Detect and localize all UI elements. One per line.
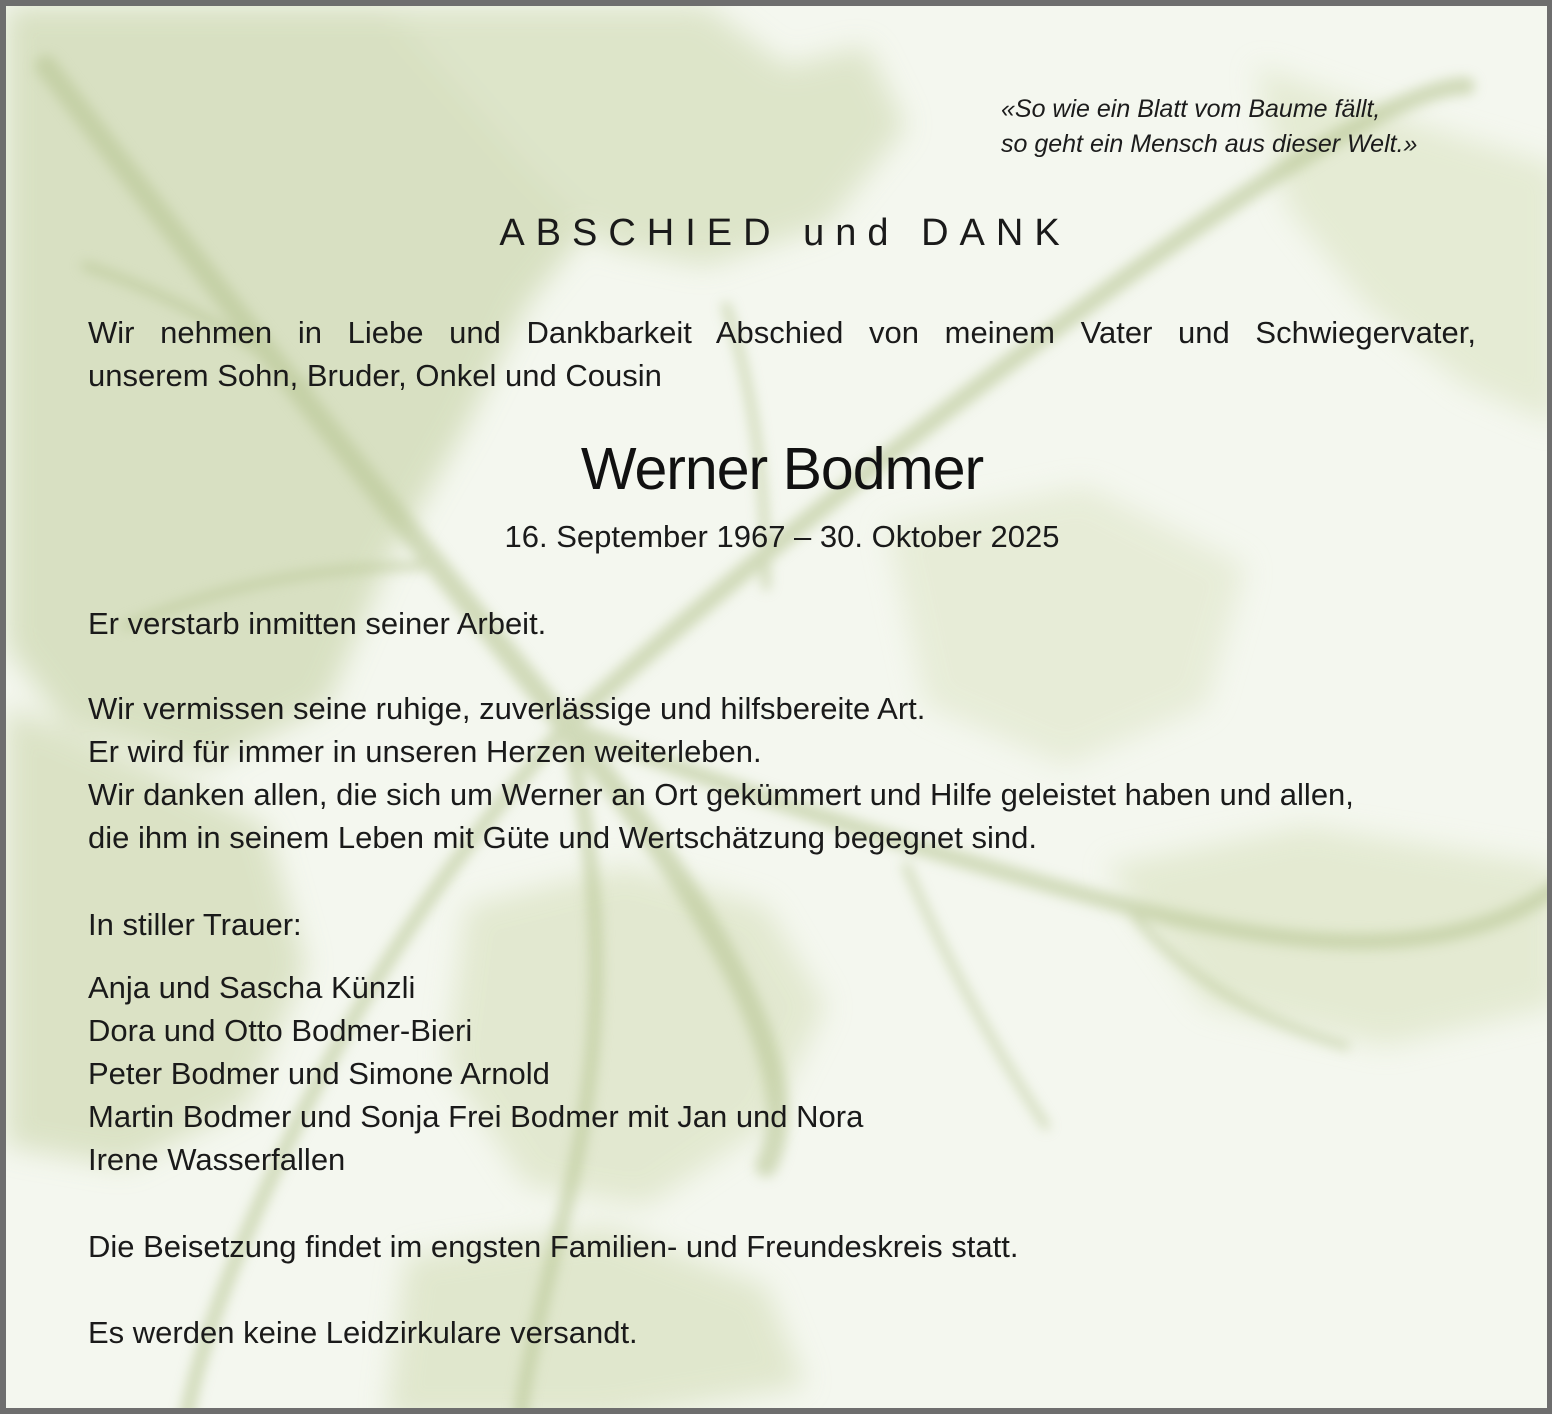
deceased-name: Werner Bodmer: [580, 436, 984, 502]
work-statement: Er verstarb inmitten seiner Arbeit.: [88, 606, 547, 641]
quote-line-1: «So wie ein Blatt vom Baume fällt,: [1001, 95, 1381, 123]
mourner-entry: Dora und Otto Bodmer-Bieri: [88, 1013, 473, 1048]
mourner-entry: Irene Wasserfallen: [88, 1142, 346, 1177]
remembrance-line: die ihm in seinem Leben mit Güte und Wertschätzung begegnet sind.: [88, 820, 1037, 855]
mourners-list: [88, 966, 1488, 1181]
epigraph-quote: [1001, 92, 1521, 162]
quote-line-2: so geht ein Mensch aus dieser Welt.»: [1001, 130, 1418, 158]
life-dates: 16. September 1967 – 30. Oktober 2025: [504, 519, 1060, 554]
intro-paragraph: [88, 311, 1476, 397]
remembrance-line: Wir vermissen seine ruhige, zuverlässige und hilfsbereite Art.: [88, 691, 926, 726]
remembrance-line: Er wird für immer in unseren Herzen weiterleben.: [88, 734, 762, 769]
remembrance-paragraph: [88, 687, 1488, 859]
mourner-entry: Anja und Sascha Künzli: [88, 970, 416, 1005]
remembrance-line: Wir danken allen, die sich um Werner an Ort gekümmert und Hilfe geleistet haben und allen,: [88, 777, 1354, 812]
circulars-notice: Es werden keine Leidzirkulare versandt.: [88, 1315, 638, 1350]
burial-notice: Die Beisetzung findet im engsten Familien- und Freundeskreis statt.: [88, 1229, 1019, 1264]
mourner-entry: Martin Bodmer und Sonja Frei Bodmer mit Jan und Nora: [88, 1099, 864, 1134]
intro-line-1: Wir nehmen in Liebe und Dankbarkeit Abschied von meinem Vater und Schwiegervater,: [88, 315, 1476, 350]
intro-line-2: unserem Sohn, Bruder, Onkel und Cousin: [88, 358, 662, 393]
mourners-label: In stiller Trauer:: [88, 907, 302, 942]
obituary-content: [6, 6, 1552, 1414]
heading-abschied-und-dank: ABSCHIED und DANK: [499, 212, 1071, 254]
mourner-entry: Peter Bodmer und Simone Arnold: [88, 1056, 550, 1091]
